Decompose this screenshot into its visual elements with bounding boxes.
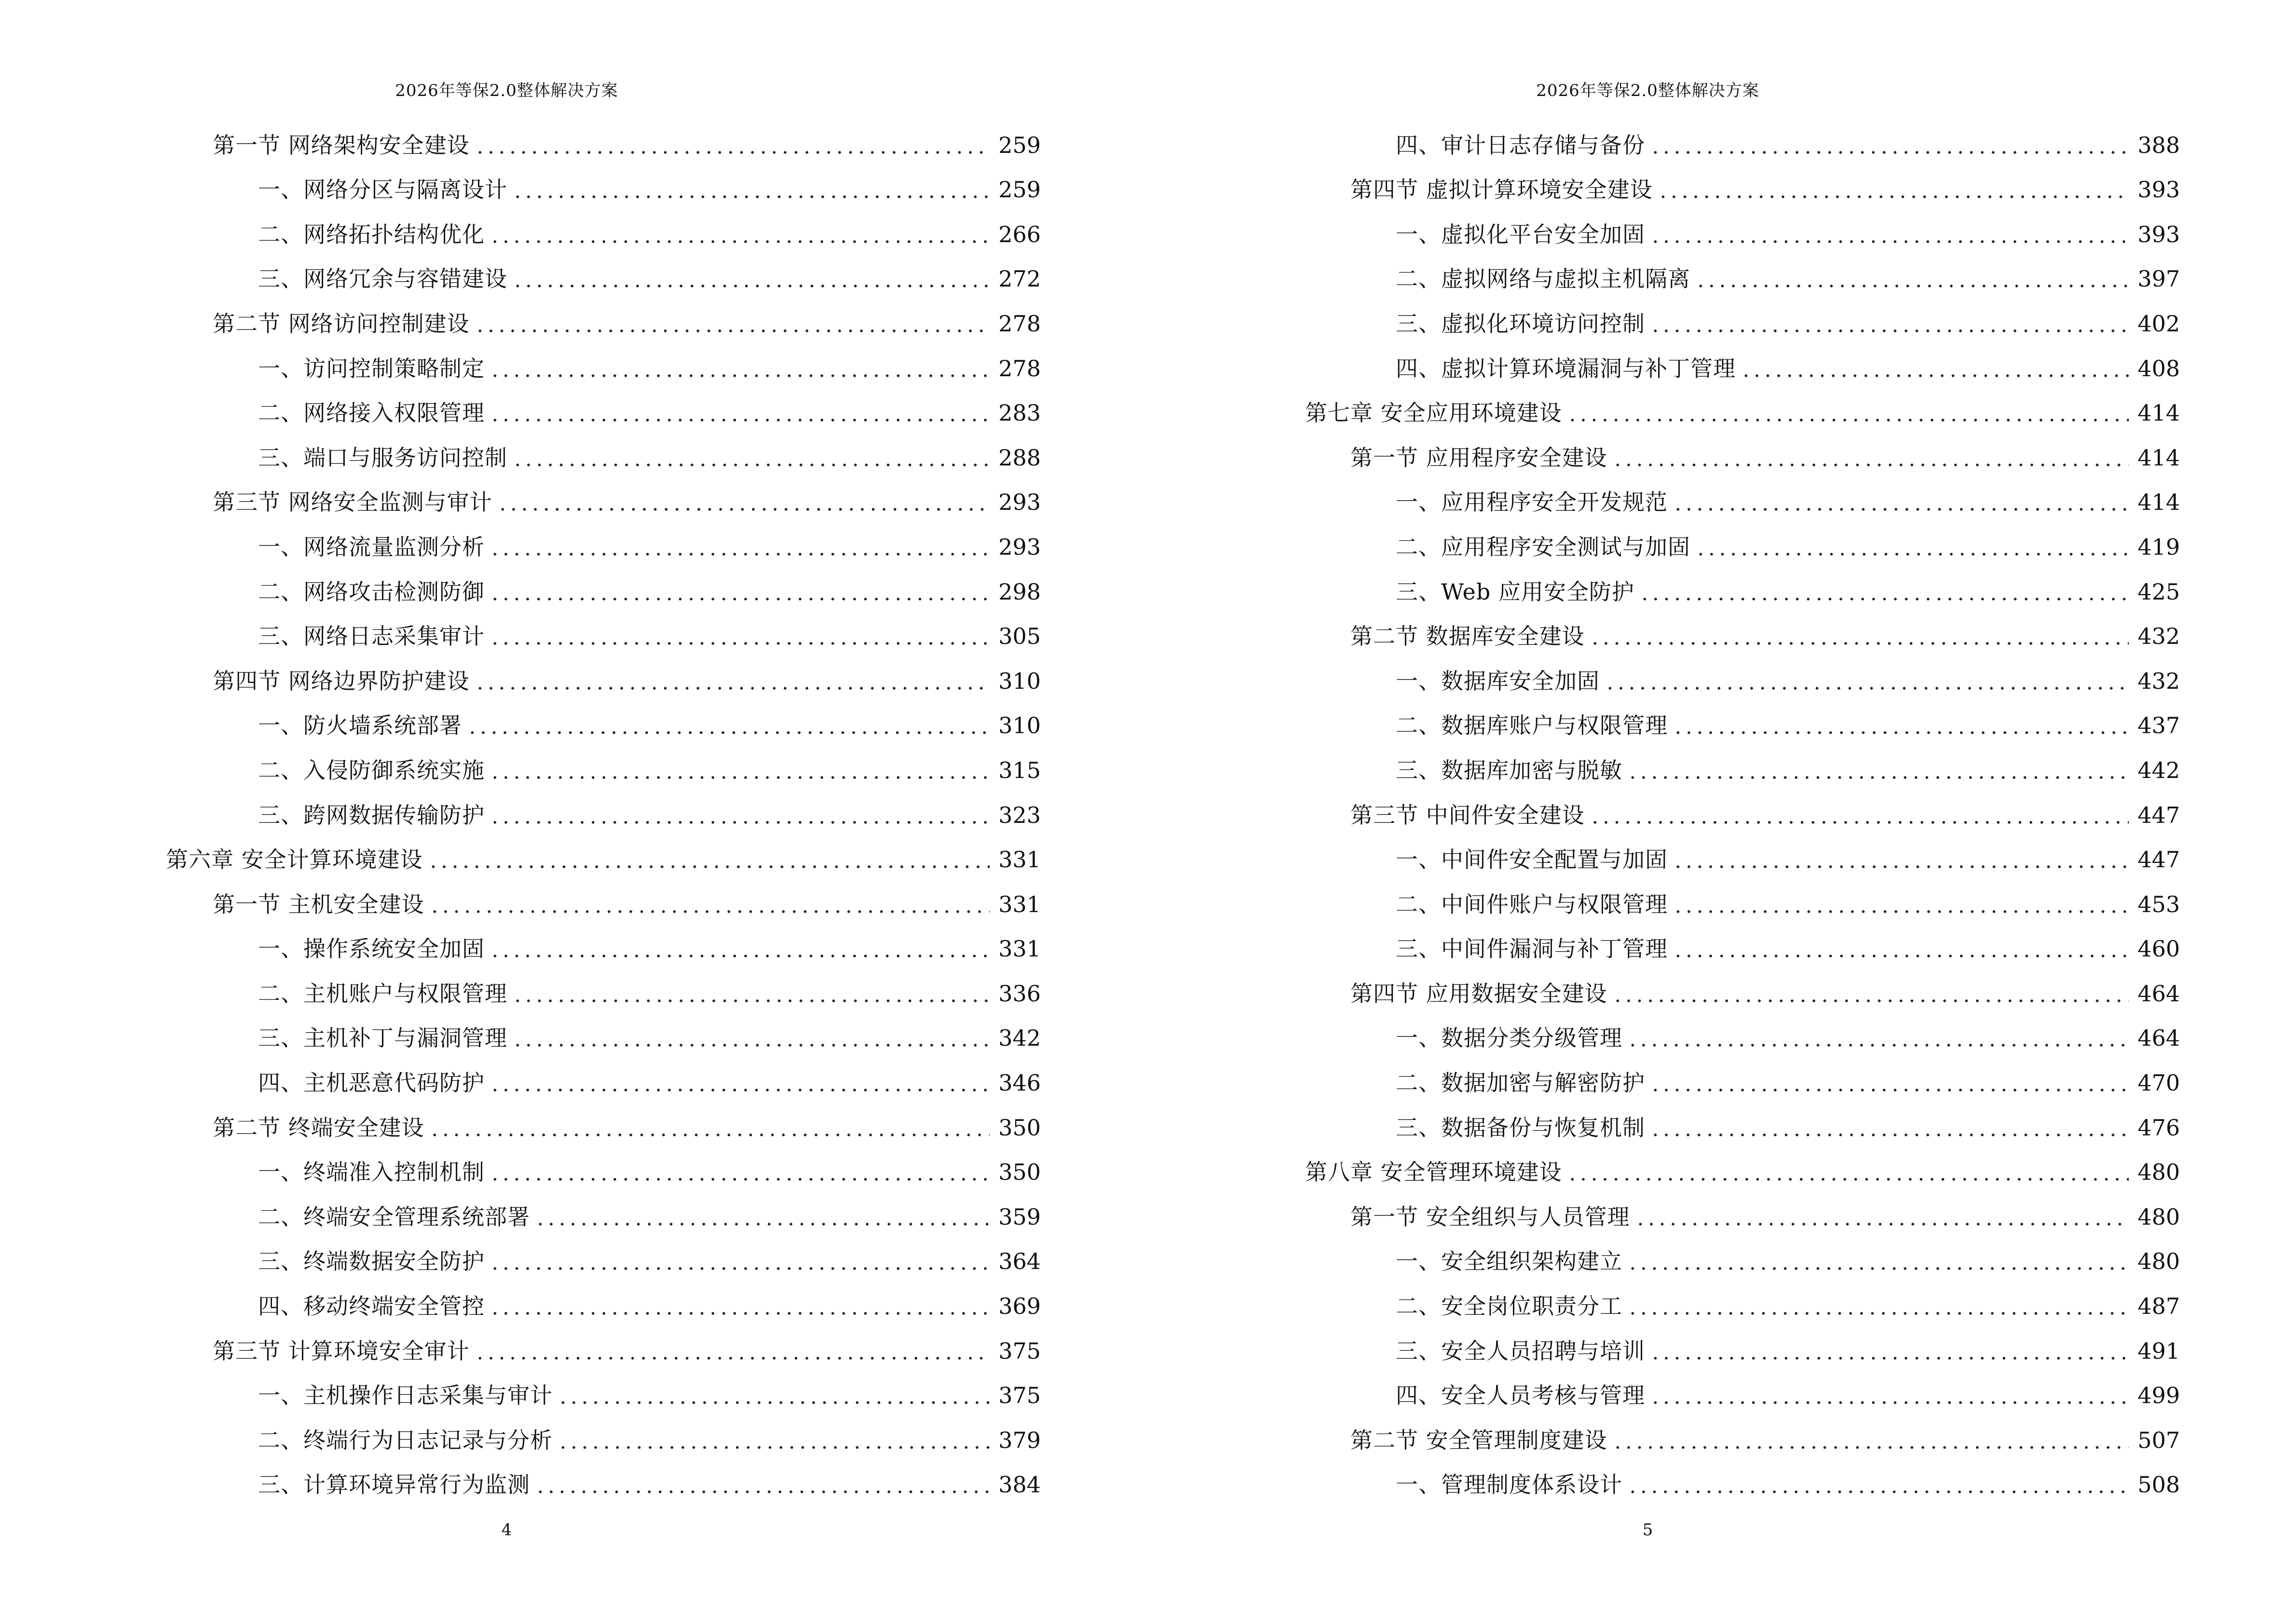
dot-leader xyxy=(475,151,990,154)
toc-entry-section[interactable] xyxy=(1144,610,2180,655)
toc-entry-item[interactable] xyxy=(0,699,1041,744)
dot-leader xyxy=(429,1133,990,1136)
toc-entry-item[interactable] xyxy=(1144,119,2180,164)
toc-entry-item[interactable] xyxy=(1144,923,2180,968)
dot-leader xyxy=(1627,1490,2129,1493)
toc-entry-page: 480 xyxy=(2137,1248,2180,1275)
toc-entry-section[interactable] xyxy=(0,1324,1041,1369)
toc-entry-title: 二、入侵防御系统实施 xyxy=(258,757,485,783)
toc-entry-title: 一、网络分区与隔离设计 xyxy=(258,177,507,203)
toc-entry-section[interactable] xyxy=(1144,431,2180,476)
dot-leader xyxy=(490,821,990,824)
toc-entry-page: 364 xyxy=(998,1248,1041,1275)
toc-entry-item[interactable] xyxy=(1144,699,2180,744)
toc-entry-page: 408 xyxy=(2137,355,2180,382)
toc-entry-item[interactable] xyxy=(1144,655,2180,699)
toc-entry-page: 293 xyxy=(998,533,1041,560)
toc-entry-section[interactable] xyxy=(0,655,1041,699)
dot-leader xyxy=(1612,464,2129,466)
toc-entry-title: 二、中间件账户与权限管理 xyxy=(1396,891,1668,917)
toc-entry-title: 第三节 中间件安全建设 xyxy=(1350,802,1585,828)
toc-entry-title: 二、数据库账户与权限管理 xyxy=(1396,712,1668,739)
toc-entry-title: 一、操作系统安全加固 xyxy=(258,936,485,962)
dot-leader xyxy=(490,776,990,779)
toc-entry-item[interactable] xyxy=(0,789,1041,833)
dot-leader xyxy=(558,1401,990,1404)
toc-entry-page: 298 xyxy=(998,578,1041,605)
dot-leader xyxy=(1673,731,2129,734)
toc-entry-item[interactable] xyxy=(1144,744,2180,789)
dot-leader xyxy=(1673,910,2129,913)
dot-leader xyxy=(1695,553,2129,556)
toc-entry-page: 499 xyxy=(2137,1382,2180,1409)
toc-entry-section[interactable] xyxy=(1144,1190,2180,1235)
toc-entry-page: 359 xyxy=(998,1203,1041,1230)
toc-entry-title: 第一节 主机安全建设 xyxy=(213,891,424,917)
toc-entry-page: 487 xyxy=(2137,1293,2180,1320)
toc-entry-page: 464 xyxy=(2137,1025,2180,1051)
dot-leader xyxy=(1650,1133,2129,1136)
toc-entry-item[interactable] xyxy=(0,1459,1041,1503)
toc-entry-title: 三、跨网数据传输防护 xyxy=(258,802,485,828)
toc-entry-title: 第三节 网络安全监测与审计 xyxy=(213,489,492,516)
dot-leader xyxy=(490,598,990,600)
toc-entry-item[interactable] xyxy=(1144,208,2180,253)
toc-entry-title: 四、主机恶意代码防护 xyxy=(258,1070,485,1096)
dot-leader xyxy=(1658,195,2129,198)
toc-list xyxy=(0,119,1041,1503)
toc-page-right xyxy=(1144,0,2287,1624)
toc-entry-title: 一、访问控制策略制定 xyxy=(258,355,485,382)
toc-entry-title: 二、终端行为日志记录与分析 xyxy=(258,1427,553,1453)
dot-leader xyxy=(490,642,990,645)
toc-entry-title: 三、端口与服务访问控制 xyxy=(258,444,507,471)
toc-entry-section[interactable] xyxy=(1144,1414,2180,1459)
toc-entry-page: 453 xyxy=(2137,891,2180,917)
toc-entry-section[interactable] xyxy=(0,476,1041,521)
toc-entry-page: 336 xyxy=(998,980,1041,1007)
toc-entry-title: 一、管理制度体系设计 xyxy=(1396,1472,1622,1498)
toc-entry-title: 第一节 应用程序安全建设 xyxy=(1350,444,1607,471)
toc-entry-page: 476 xyxy=(2137,1114,2180,1141)
dot-leader xyxy=(1741,374,2129,377)
toc-entry-page: 346 xyxy=(998,1070,1041,1096)
toc-entry-item[interactable] xyxy=(1144,1012,2180,1057)
toc-entry-page: 375 xyxy=(998,1337,1041,1364)
toc-entry-page: 414 xyxy=(2137,400,2180,426)
dot-leader xyxy=(1627,1312,2129,1315)
toc-entry-title: 三、Web 应用安全防护 xyxy=(1396,578,1634,605)
dot-leader xyxy=(1635,1223,2129,1226)
toc-entry-item[interactable] xyxy=(0,1190,1041,1235)
toc-entry-item[interactable] xyxy=(0,1369,1041,1414)
toc-entry-title: 一、数据分类分级管理 xyxy=(1396,1025,1622,1051)
toc-entry-page: 432 xyxy=(2137,668,2180,694)
toc-entry-title: 一、网络流量监测分析 xyxy=(258,533,485,560)
toc-entry-item[interactable] xyxy=(1144,1324,2180,1369)
toc-entry-page: 266 xyxy=(998,221,1041,247)
toc-entry-page: 414 xyxy=(2137,489,2180,516)
toc-entry-page: 342 xyxy=(998,1025,1041,1051)
toc-entry-page: 402 xyxy=(2137,310,2180,337)
dot-leader xyxy=(1612,1446,2129,1449)
dot-leader xyxy=(558,1446,990,1449)
dot-leader xyxy=(1650,1089,2129,1092)
toc-entry-item[interactable] xyxy=(1144,878,2180,923)
toc-entry-page: 310 xyxy=(998,668,1041,694)
toc-entry-page: 350 xyxy=(998,1114,1041,1141)
toc-entry-page: 437 xyxy=(2137,712,2180,739)
dot-leader xyxy=(475,329,990,332)
toc-entry-title: 三、终端数据安全防护 xyxy=(258,1248,485,1275)
dot-leader xyxy=(1567,419,2129,422)
toc-entry-item[interactable] xyxy=(1144,342,2180,387)
toc-entry-item[interactable] xyxy=(0,387,1041,432)
toc-entry-chapter[interactable] xyxy=(0,833,1041,878)
toc-entry-item[interactable] xyxy=(0,967,1041,1012)
toc-entry-page: 331 xyxy=(998,846,1041,873)
toc-entry-page: 288 xyxy=(998,444,1041,471)
toc-entry-page: 278 xyxy=(998,355,1041,382)
dot-leader xyxy=(1590,821,2129,824)
dot-leader xyxy=(1639,598,2129,600)
toc-entry-chapter[interactable] xyxy=(1144,1146,2180,1191)
toc-entry-page: 331 xyxy=(998,936,1041,962)
dot-leader xyxy=(429,910,990,913)
toc-entry-title: 三、虚拟化环境访问控制 xyxy=(1396,310,1645,337)
toc-entry-item[interactable] xyxy=(1144,833,2180,878)
dot-leader xyxy=(512,285,990,287)
toc-entry-page: 397 xyxy=(2137,266,2180,292)
page-number: 5 xyxy=(1642,1520,1653,1540)
toc-entry-title: 第四节 虚拟计算环境安全建设 xyxy=(1350,177,1653,203)
dot-leader xyxy=(1612,999,2129,1002)
toc-entry-page: 393 xyxy=(2137,221,2180,247)
toc-entry-title: 三、数据备份与恢复机制 xyxy=(1396,1114,1645,1141)
dot-leader xyxy=(1627,776,2129,779)
dot-leader xyxy=(467,731,990,734)
dot-leader xyxy=(1650,1357,2129,1360)
toc-entry-title: 三、中间件漏洞与补丁管理 xyxy=(1396,936,1668,962)
toc-entry-item[interactable] xyxy=(1144,253,2180,298)
toc-entry-title: 二、虚拟网络与虚拟主机隔离 xyxy=(1396,266,1690,292)
toc-entry-item[interactable] xyxy=(0,342,1041,387)
toc-entry-page: 508 xyxy=(2137,1472,2180,1498)
dot-leader xyxy=(512,195,990,198)
toc-entry-title: 三、网络冗余与容错建设 xyxy=(258,266,507,292)
toc-entry-title: 第二节 终端安全建设 xyxy=(213,1114,424,1141)
toc-entry-item[interactable] xyxy=(1144,1280,2180,1324)
toc-entry-item[interactable] xyxy=(1144,565,2180,610)
dot-leader xyxy=(1627,1267,2129,1270)
toc-entry-page: 350 xyxy=(998,1159,1041,1186)
toc-entry-item[interactable] xyxy=(0,1280,1041,1324)
dot-leader xyxy=(512,464,990,466)
toc-entry-title: 第六章 安全计算环境建设 xyxy=(166,846,423,873)
toc-entry-page: 278 xyxy=(998,310,1041,337)
dot-leader xyxy=(1673,865,2129,868)
toc-entry-page: 323 xyxy=(998,802,1041,828)
toc-entry-item[interactable] xyxy=(0,164,1041,208)
toc-entry-section[interactable] xyxy=(1144,164,2180,208)
toc-entry-title: 三、网络日志采集审计 xyxy=(258,623,485,650)
toc-entry-item[interactable] xyxy=(1144,1056,2180,1101)
toc-entry-title: 二、网络拓扑结构优化 xyxy=(258,221,485,247)
toc-entry-page: 507 xyxy=(2137,1427,2180,1453)
toc-entry-title: 二、主机账户与权限管理 xyxy=(258,980,507,1007)
toc-entry-title: 第八章 安全管理环境建设 xyxy=(1305,1159,1562,1186)
dot-leader xyxy=(428,865,990,868)
toc-entry-page: 470 xyxy=(2137,1070,2180,1096)
toc-entry-section[interactable] xyxy=(1144,789,2180,833)
toc-entry-title: 四、虚拟计算环境漏洞与补丁管理 xyxy=(1396,355,1736,382)
toc-entry-page: 283 xyxy=(998,400,1041,426)
dot-leader xyxy=(1650,1401,2129,1404)
dot-leader xyxy=(1650,240,2129,243)
toc-entry-title: 三、安全人员招聘与培训 xyxy=(1396,1337,1645,1364)
toc-entry-page: 305 xyxy=(998,623,1041,650)
toc-entry-page: 419 xyxy=(2137,533,2180,560)
toc-entry-title: 二、安全岗位职责分工 xyxy=(1396,1293,1622,1320)
toc-entry-title: 一、应用程序安全开发规范 xyxy=(1396,489,1668,516)
toc-entry-item[interactable] xyxy=(1144,297,2180,342)
dot-leader xyxy=(490,1178,990,1181)
toc-entry-title: 第二节 安全管理制度建设 xyxy=(1350,1427,1607,1453)
running-header: 2026年等保2.0整体解决方案 xyxy=(1536,81,1759,100)
dot-leader xyxy=(512,999,990,1002)
toc-entry-item[interactable] xyxy=(0,208,1041,253)
toc-entry-page: 464 xyxy=(2137,980,2180,1007)
toc-entry-title: 三、数据库加密与脱敏 xyxy=(1396,757,1622,783)
toc-entry-item[interactable] xyxy=(0,1235,1041,1280)
toc-entry-title: 四、移动终端安全管控 xyxy=(258,1293,485,1320)
toc-entry-item[interactable] xyxy=(0,1414,1041,1459)
toc-entry-page: 369 xyxy=(998,1293,1041,1320)
dot-leader xyxy=(490,240,990,243)
toc-entry-item[interactable] xyxy=(0,923,1041,968)
dot-leader xyxy=(535,1490,990,1493)
toc-entry-item[interactable] xyxy=(0,744,1041,789)
dot-leader xyxy=(490,1267,990,1270)
toc-entry-page: 388 xyxy=(2137,132,2180,158)
toc-entry-page: 432 xyxy=(2137,623,2180,650)
toc-entry-title: 一、数据库安全加固 xyxy=(1396,668,1600,694)
toc-entry-title: 一、虚拟化平台安全加固 xyxy=(1396,221,1645,247)
toc-entry-title: 四、审计日志存储与备份 xyxy=(1396,132,1645,158)
toc-entry-title: 第二节 网络访问控制建设 xyxy=(213,310,470,337)
dot-leader xyxy=(512,1044,990,1047)
toc-entry-title: 第四节 网络边界防护建设 xyxy=(213,668,470,694)
toc-entry-page: 331 xyxy=(998,891,1041,917)
toc-entry-section[interactable] xyxy=(0,297,1041,342)
dot-leader xyxy=(1695,285,2129,287)
toc-entry-title: 三、主机补丁与漏洞管理 xyxy=(258,1025,507,1051)
toc-entry-item[interactable] xyxy=(0,520,1041,565)
dot-leader xyxy=(490,419,990,422)
toc-entry-title: 第一节 网络架构安全建设 xyxy=(213,132,470,158)
toc-entry-title: 二、数据加密与解密防护 xyxy=(1396,1070,1645,1096)
toc-entry-page: 480 xyxy=(2137,1203,2180,1230)
dot-leader xyxy=(475,1357,990,1360)
toc-entry-item[interactable] xyxy=(0,1012,1041,1057)
toc-entry-item[interactable] xyxy=(0,253,1041,298)
dot-leader xyxy=(1673,955,2129,957)
toc-entry-page: 259 xyxy=(998,177,1041,203)
toc-entry-page: 460 xyxy=(2137,936,2180,962)
toc-entry-section[interactable] xyxy=(0,119,1041,164)
toc-entry-page: 315 xyxy=(998,757,1041,783)
toc-entry-page: 425 xyxy=(2137,578,2180,605)
toc-entry-page: 272 xyxy=(998,266,1041,292)
toc-entry-page: 447 xyxy=(2137,846,2180,873)
toc-entry-page: 259 xyxy=(998,132,1041,158)
dot-leader xyxy=(497,508,990,511)
toc-entry-item[interactable] xyxy=(0,1056,1041,1101)
toc-entry-title: 一、终端准入控制机制 xyxy=(258,1159,485,1186)
dot-leader xyxy=(1627,1044,2129,1047)
toc-entry-section[interactable] xyxy=(0,1101,1041,1146)
toc-entry-page: 491 xyxy=(2137,1337,2180,1364)
toc-entry-page: 379 xyxy=(998,1427,1041,1453)
toc-entry-page: 414 xyxy=(2137,444,2180,471)
toc-list xyxy=(1144,119,2180,1503)
dot-leader xyxy=(1650,151,2129,154)
dot-leader xyxy=(490,1089,990,1092)
toc-entry-item[interactable] xyxy=(1144,1369,2180,1414)
toc-entry-item[interactable] xyxy=(1144,1459,2180,1503)
toc-entry-chapter[interactable] xyxy=(1144,387,2180,432)
toc-entry-title: 二、网络攻击检测防御 xyxy=(258,578,485,605)
toc-entry-title: 一、主机操作日志采集与审计 xyxy=(258,1382,553,1409)
toc-entry-item[interactable] xyxy=(1144,1101,2180,1146)
toc-entry-title: 第七章 安全应用环境建设 xyxy=(1305,400,1562,426)
dot-leader xyxy=(490,955,990,957)
dot-leader xyxy=(1567,1178,2129,1181)
toc-entry-title: 一、防火墙系统部署 xyxy=(258,712,462,739)
dot-leader xyxy=(490,374,990,377)
toc-entry-item[interactable] xyxy=(0,1146,1041,1191)
toc-entry-section[interactable] xyxy=(0,878,1041,923)
toc-entry-item[interactable] xyxy=(0,610,1041,655)
toc-entry-title: 第二节 数据库安全建设 xyxy=(1350,623,1585,650)
dot-leader xyxy=(535,1223,990,1226)
toc-entry-title: 二、应用程序安全测试与加固 xyxy=(1396,533,1690,560)
toc-entry-title: 第三节 计算环境安全审计 xyxy=(213,1337,470,1364)
toc-entry-title: 一、中间件安全配置与加固 xyxy=(1396,846,1668,873)
toc-entry-item[interactable] xyxy=(1144,476,2180,521)
dot-leader xyxy=(475,687,990,690)
toc-entry-page: 384 xyxy=(998,1472,1041,1498)
toc-entry-page: 480 xyxy=(2137,1159,2180,1186)
toc-entry-title: 二、终端安全管理系统部署 xyxy=(258,1203,530,1230)
toc-entry-title: 第一节 安全组织与人员管理 xyxy=(1350,1203,1630,1230)
dot-leader xyxy=(1673,508,2129,511)
toc-entry-item[interactable] xyxy=(0,565,1041,610)
toc-entry-page: 447 xyxy=(2137,802,2180,828)
toc-entry-item[interactable] xyxy=(1144,520,2180,565)
toc-entry-section[interactable] xyxy=(1144,967,2180,1012)
toc-entry-title: 三、计算环境异常行为监测 xyxy=(258,1472,530,1498)
dot-leader xyxy=(490,553,990,556)
toc-entry-title: 二、网络接入权限管理 xyxy=(258,400,485,426)
toc-entry-page: 375 xyxy=(998,1382,1041,1409)
dot-leader xyxy=(1650,329,2129,332)
toc-entry-item[interactable] xyxy=(0,431,1041,476)
toc-entry-title: 四、安全人员考核与管理 xyxy=(1396,1382,1645,1409)
toc-entry-title: 一、安全组织架构建立 xyxy=(1396,1248,1622,1275)
dot-leader xyxy=(490,1312,990,1315)
running-header: 2026年等保2.0整体解决方案 xyxy=(395,81,618,100)
page-number: 4 xyxy=(501,1520,512,1540)
toc-entry-page: 393 xyxy=(2137,177,2180,203)
toc-entry-page: 310 xyxy=(998,712,1041,739)
dot-leader xyxy=(1590,642,2129,645)
toc-entry-title: 第四节 应用数据安全建设 xyxy=(1350,980,1607,1007)
toc-entry-page: 293 xyxy=(998,489,1041,516)
dot-leader xyxy=(1605,687,2129,690)
toc-entry-item[interactable] xyxy=(1144,1235,2180,1280)
toc-entry-page: 442 xyxy=(2137,757,2180,783)
